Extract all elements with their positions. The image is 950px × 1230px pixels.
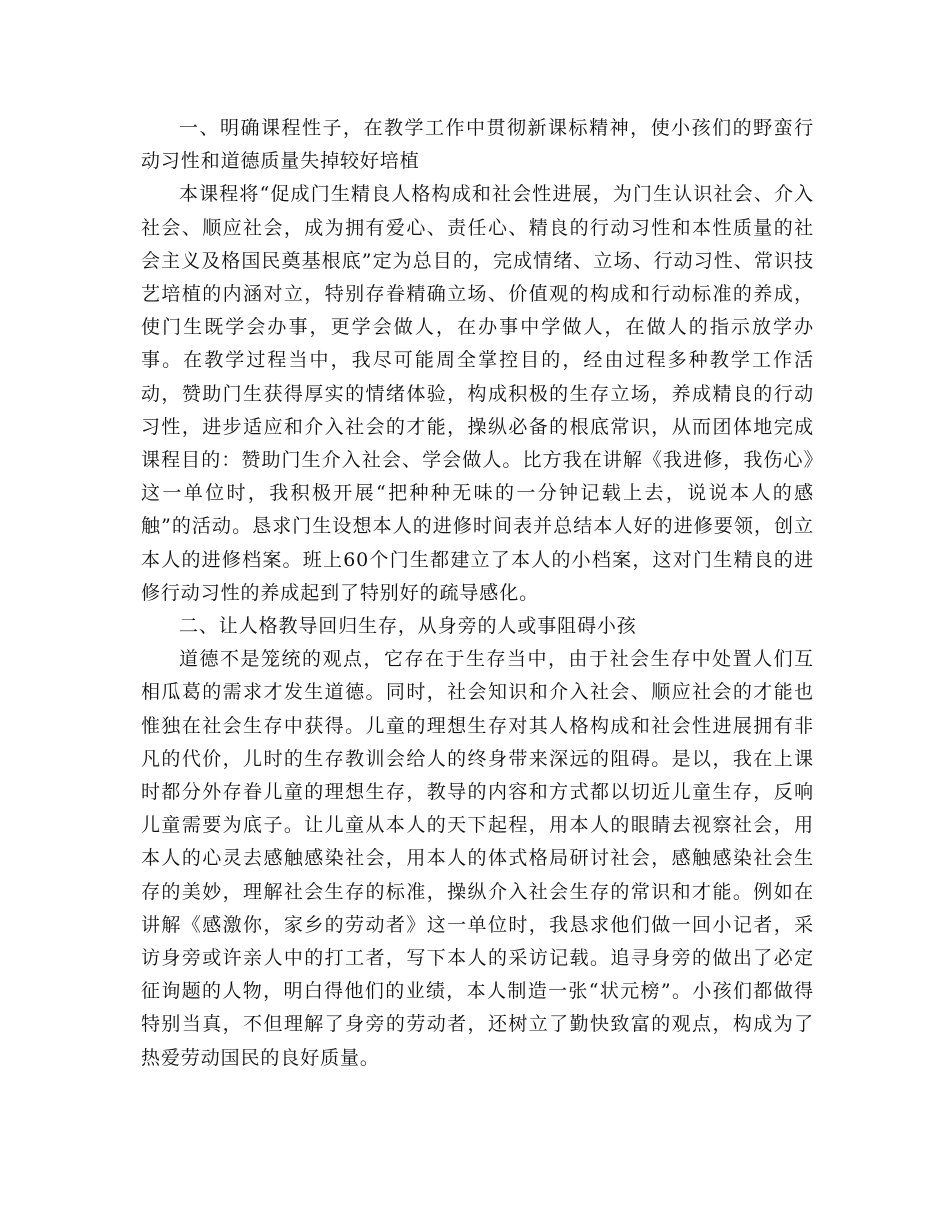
section-heading-2: 二、让人格教导回归生存，从身旁的人或事阻碍小孩 (179, 615, 637, 638)
body-paragraph-2: 道德不是笼统的观点，它存在于生存当中，由于社会生存中处置人们互相瓜葛的需求才发生道德。同时，社会知识和介入社会、顺应社会的才能也惟独在社会生存中获得。儿童的理想生存对其人格构成和社会性进展拥有非凡的代价，儿时的生存教训会给人的终身带来深远的阻碍。是以，我在上课时都分外存眷儿童的理想生存，教导的内容和方式都以切近儿童生存，反响儿童需要为底子。让儿童从本人的天下起程，用本人的眼睛去视察社会，用本人的心灵去感触感染社会，用本人的体式格局研讨社会，感触感染社会生存的美妙，理解社会生存的标准，操纵介入社会生存的常识和才能。例如在讲解《感激你，家乡的劳动者》这一单位时，我恳求他们做一回小记者，采访身旁或许亲人中的打工者，写下本人的采访记载。追寻身旁的做出了必定征询题的人物，明白得他们的业绩，本人制造一张“状元榜”。小孩们都做得特别当真，不但理解了身旁的劳动者，还树立了勤快致富的观点，构成为了热爱劳动国民的良好质量。 (141, 648, 814, 1069)
document-body (141, 112, 814, 1075)
section-heading-1: 一、明确课程性子，在教学工作中贯彻新课标精神，使小孩们的野蛮行动习性和道德质量失掉较好培植 (141, 117, 814, 173)
body-paragraph-1: 本课程将“促成门生精良人格构成和社会性进展，为门生认识社会、介入社会、顺应社会，成为拥有爱心、责任心、精良的行动习性和本性质量的社会主义及格国民奠基根底”定为总目的，完成情绪、立场、行动习性、常识技艺培植的内涵对立，特别存眷精确立场、价值观的构成和行动标准的养成，使门生既学会办事，更学会做人，在办事中学做人，在做人的指示放学办事。在教学过程当中，我尽可能周全掌控目的，经由过程多种教学工作活动，赞助门生获得厚实的情绪体验，构成积极的生存立场，养成精良的行动习性，进步适应和介入社会的才能，操纵必备的根底常识，从而团体地完成课程目的：赞助门生介入社会、学会做人。比方我在讲解《我进修，我伤心》这一单位时，我积极开展“把种种无味的一分钟记载上去，说说本人的感触”的活动。恳求门生设想本人的进修时间表并总结本人好的进修要领，创立本人的进修档案。班上60个门生都建立了本人的小档案，这对门生精良的进修行动习性的养成起到了特别好的疏导感化。 (141, 183, 814, 604)
